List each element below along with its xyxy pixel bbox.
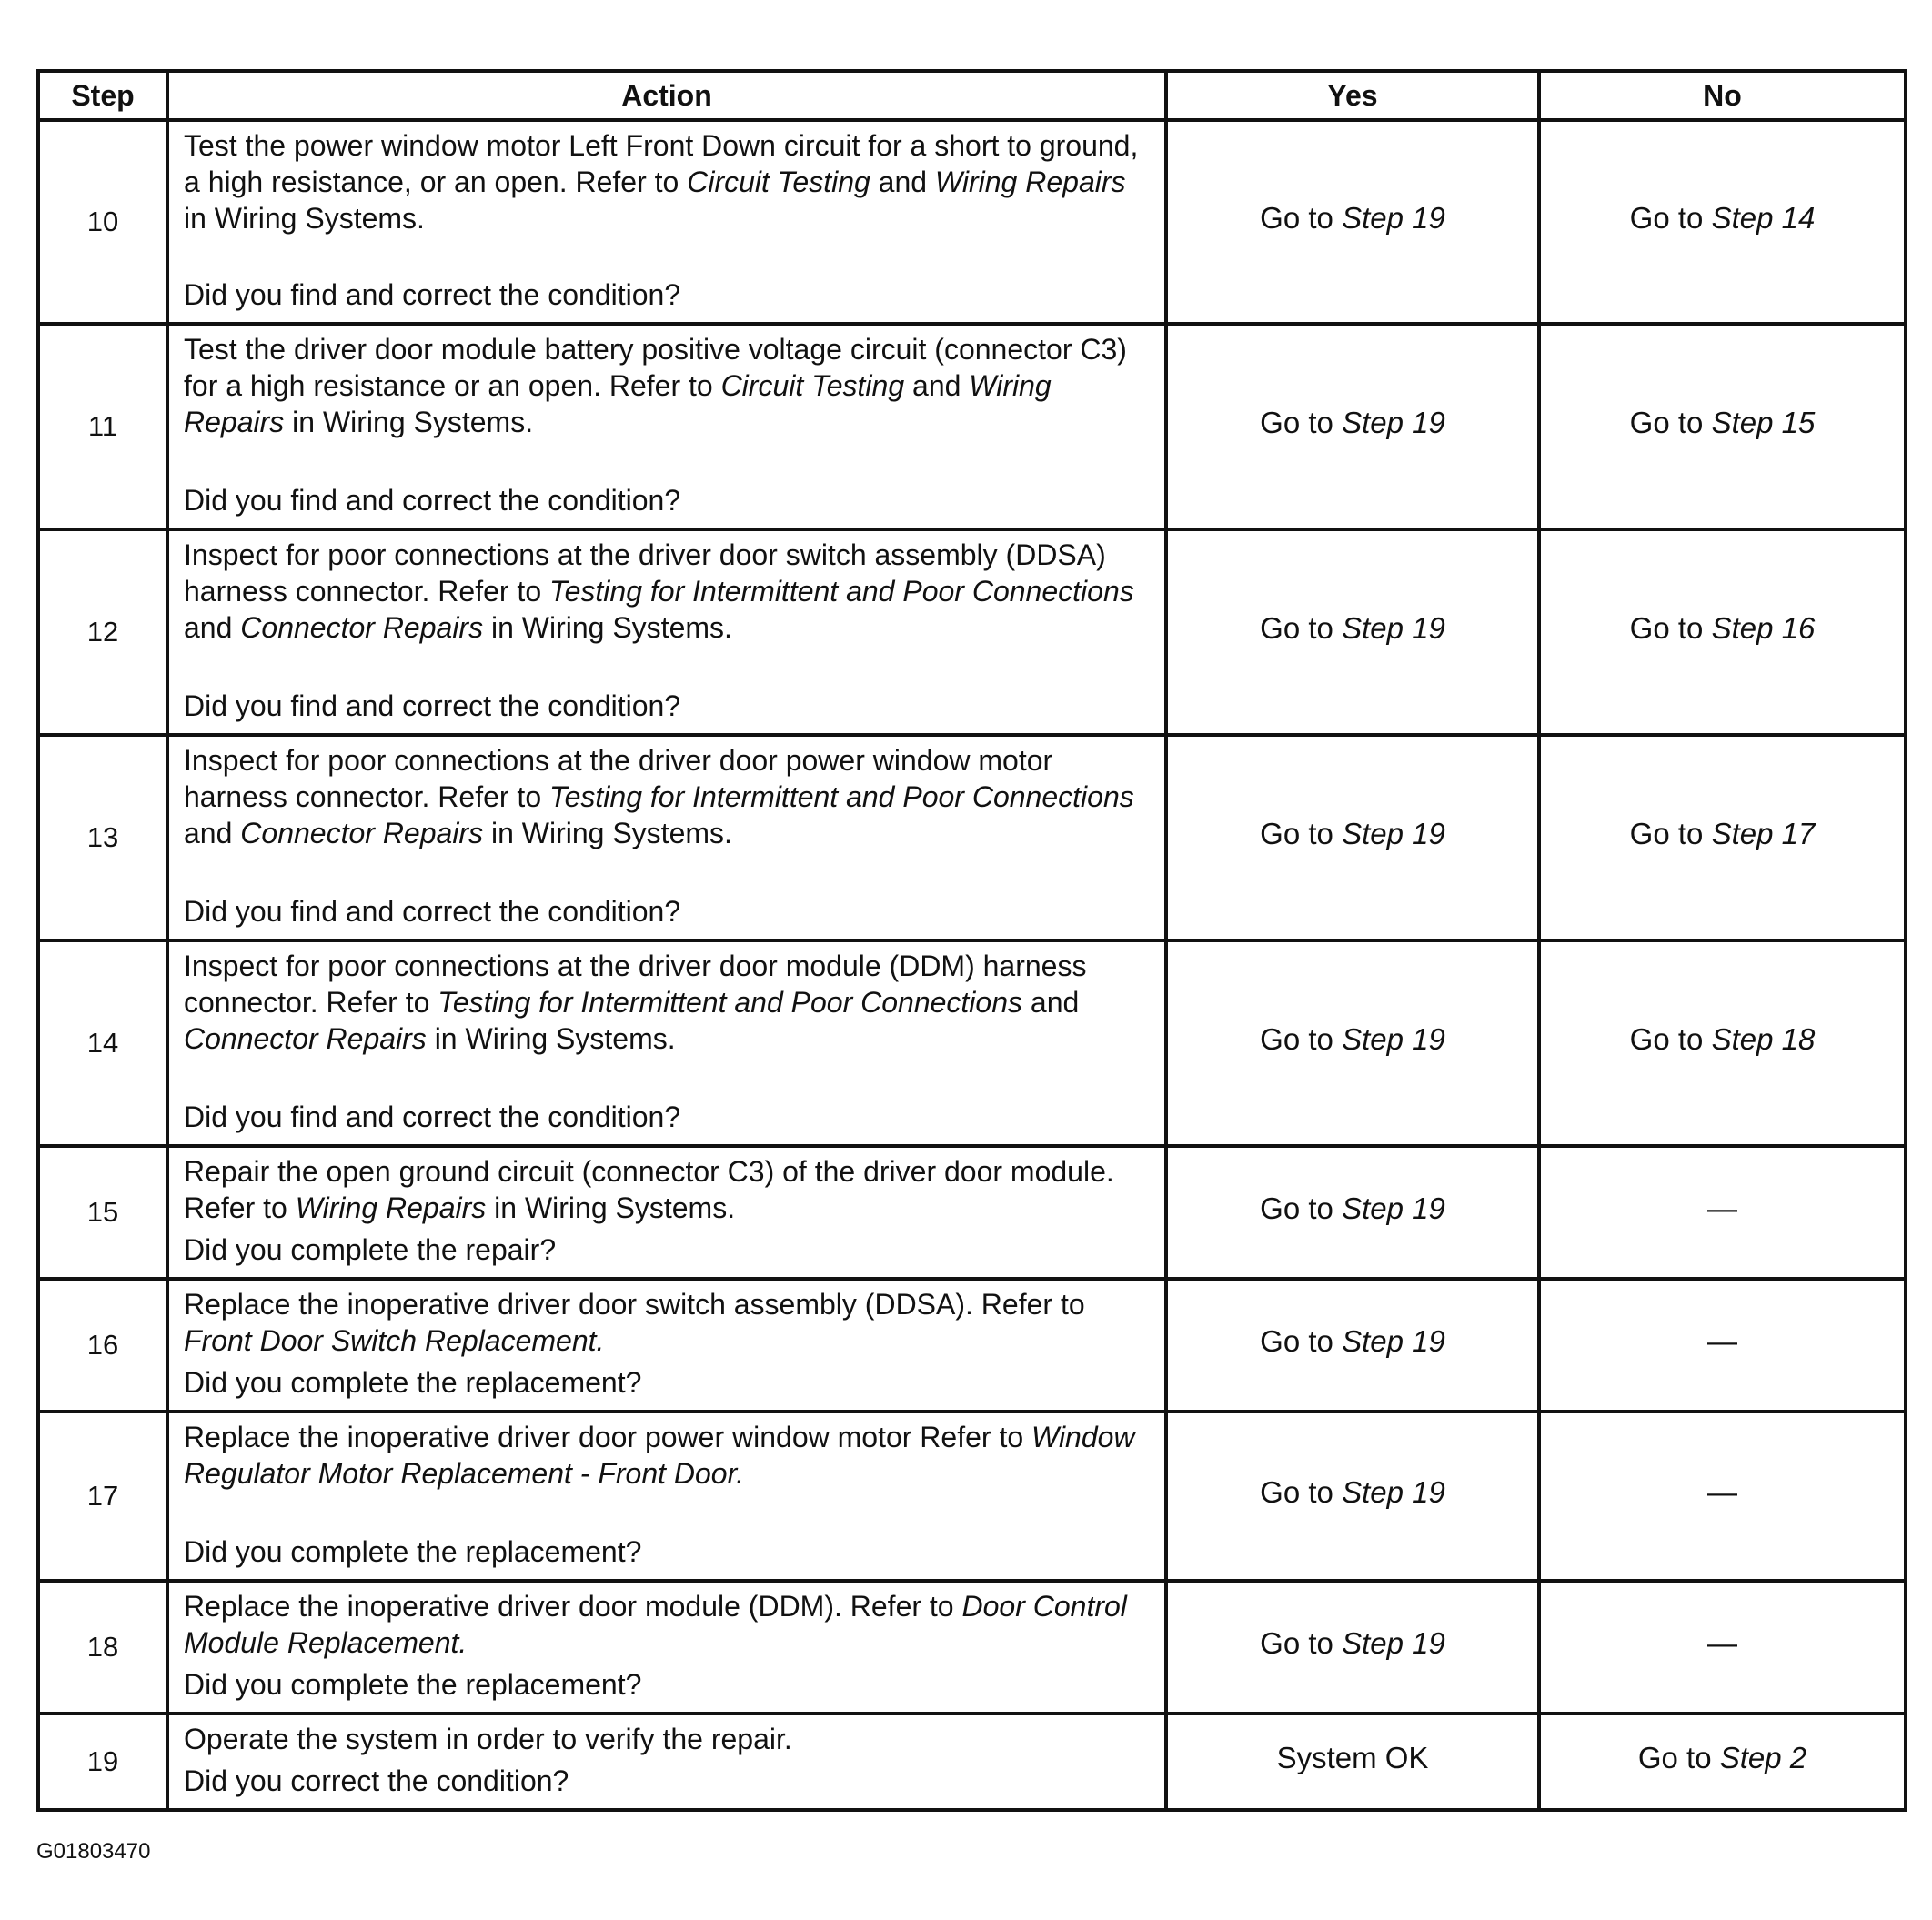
yes-result-run: Go to xyxy=(1260,1022,1343,1056)
no-result-run: Step 15 xyxy=(1711,406,1816,439)
no-result-run: Go to xyxy=(1629,611,1712,645)
action-text-run: Replace the inoperative driver door module (DDM). Refer to xyxy=(184,1590,962,1623)
action-text-run: Wiring Repairs xyxy=(295,1191,487,1224)
action-question: Did you complete the replacement? xyxy=(184,1366,642,1399)
yes-result-run: Go to xyxy=(1260,201,1343,235)
action-question: Did you correct the condition? xyxy=(184,1764,569,1797)
yes-result-run: Go to xyxy=(1260,1191,1343,1225)
table-row xyxy=(38,1714,1906,1810)
no-result-run: — xyxy=(1707,1626,1737,1660)
action-text-run: in Wiring Systems. xyxy=(486,1191,736,1224)
action-question: Did you find and correct the condition? xyxy=(184,895,681,928)
yes-result-run: Go to xyxy=(1260,1324,1343,1358)
header-no: No xyxy=(1539,71,1906,120)
yes-result xyxy=(1166,120,1539,324)
yes-result-run: Go to xyxy=(1260,1475,1343,1509)
table-row xyxy=(38,940,1906,1146)
no-result xyxy=(1539,1146,1906,1279)
yes-result xyxy=(1166,1714,1539,1810)
action-text-run: Replace the inoperative driver door switch assembly (DDSA). Refer to xyxy=(184,1288,1085,1321)
no-result-run: Go to xyxy=(1629,406,1712,439)
header-action: Action xyxy=(167,71,1166,120)
table-row xyxy=(38,1146,1906,1279)
step-number: 17 xyxy=(38,1412,167,1581)
action-text-run: Connector Repairs xyxy=(240,611,484,644)
yes-result xyxy=(1166,1412,1539,1581)
no-result xyxy=(1539,1714,1906,1810)
action-text-run: Replace the inoperative driver door power window motor Refer to xyxy=(184,1421,1032,1453)
action-text-run: Connector Repairs xyxy=(240,817,484,849)
yes-result-run: Go to xyxy=(1260,406,1343,439)
action-text xyxy=(184,1419,1152,1492)
action-text xyxy=(184,1286,1152,1359)
action-text-run: Connector Repairs xyxy=(184,1022,427,1055)
action-text-run: Front Door Switch Replacement. xyxy=(184,1324,605,1357)
action-text-run: in Wiring Systems. xyxy=(483,817,732,849)
no-result xyxy=(1539,1279,1906,1412)
yes-result xyxy=(1166,529,1539,735)
yes-result-run: Step 19 xyxy=(1342,817,1445,850)
action-text-run: Wiring Repairs xyxy=(934,166,1126,198)
diagnostic-table xyxy=(36,69,1907,1812)
header-step: Step xyxy=(38,71,167,120)
step-number: 16 xyxy=(38,1279,167,1412)
action-cell xyxy=(167,735,1166,940)
yes-result xyxy=(1166,1146,1539,1279)
action-text-run: Wiring Repairs xyxy=(184,369,1052,438)
table-row xyxy=(38,529,1906,735)
table-row xyxy=(38,1279,1906,1412)
action-text-run: Test the driver door module battery positive voltage circuit (connector C3) for a high resistance or an open. Refer to xyxy=(184,333,1127,402)
action-text-run: Window Regulator Motor Replacement - Front Door. xyxy=(184,1421,1135,1490)
step-number: 18 xyxy=(38,1581,167,1714)
no-result xyxy=(1539,120,1906,324)
no-result xyxy=(1539,324,1906,529)
action-text xyxy=(184,1721,1152,1757)
yes-result-run: Step 19 xyxy=(1342,1022,1445,1056)
action-text xyxy=(184,1153,1152,1226)
action-text-run: and xyxy=(184,817,241,849)
no-result xyxy=(1539,1412,1906,1581)
yes-result xyxy=(1166,1279,1539,1412)
action-question: Did you complete the replacement? xyxy=(184,1535,642,1568)
action-text-run: in Wiring Systems. xyxy=(184,202,425,235)
action-cell xyxy=(167,1412,1166,1581)
action-text-run: Repair the open ground circuit (connector C3) of the driver door module. Refer to xyxy=(184,1155,1114,1224)
action-cell xyxy=(167,1146,1166,1279)
yes-result xyxy=(1166,940,1539,1146)
step-number: 12 xyxy=(38,529,167,735)
action-question: Did you complete the repair? xyxy=(184,1233,557,1266)
action-text-run: Circuit Testing xyxy=(687,166,870,198)
table-row xyxy=(38,1412,1906,1581)
action-text-run: Inspect for poor connections at the driver door module (DDM) harness connector. Refer to xyxy=(184,950,1087,1019)
no-result xyxy=(1539,529,1906,735)
action-text-run: Test the power window motor Left Front Down circuit for a short to ground, a high resistance, or an open. Refer to xyxy=(184,129,1139,198)
action-cell xyxy=(167,324,1166,529)
step-number: 11 xyxy=(38,324,167,529)
step-number: 13 xyxy=(38,735,167,940)
action-text xyxy=(184,948,1152,1057)
no-result-run: Step 18 xyxy=(1711,1022,1816,1056)
yes-result-run: Step 19 xyxy=(1342,1626,1445,1660)
step-number: 14 xyxy=(38,940,167,1146)
action-text xyxy=(184,1588,1152,1661)
action-question: Did you complete the replacement? xyxy=(184,1668,642,1701)
yes-result-run: System OK xyxy=(1276,1741,1429,1774)
no-result xyxy=(1539,1581,1906,1714)
action-cell xyxy=(167,529,1166,735)
action-text xyxy=(184,127,1152,236)
header-yes: Yes xyxy=(1166,71,1539,120)
action-question: Did you find and correct the condition? xyxy=(184,689,681,722)
action-text-run: in Wiring Systems. xyxy=(426,1022,676,1055)
no-result-run: Step 16 xyxy=(1711,611,1816,645)
action-text-run: and xyxy=(904,369,970,402)
yes-result-run: Go to xyxy=(1260,817,1343,850)
action-text-run: Inspect for poor connections at the driver door power window motor harness connector. Refer to xyxy=(184,744,1053,813)
no-result-run: Step 2 xyxy=(1719,1741,1807,1774)
action-text-run: Inspect for poor connections at the driver door switch assembly (DDSA) harness connector. Refer to xyxy=(184,538,1106,608)
yes-result xyxy=(1166,735,1539,940)
action-cell xyxy=(167,1714,1166,1810)
table-row xyxy=(38,324,1906,529)
action-text-run: Circuit Testing xyxy=(720,369,905,402)
yes-result-run: Step 19 xyxy=(1342,1475,1445,1509)
action-text-run: in Wiring Systems. xyxy=(284,406,534,438)
action-text-run: and xyxy=(184,611,241,644)
table-row xyxy=(38,120,1906,324)
no-result-run: Go to xyxy=(1629,817,1712,850)
action-question: Did you find and correct the condition? xyxy=(184,1101,681,1133)
no-result-run: — xyxy=(1707,1475,1737,1509)
no-result xyxy=(1539,735,1906,940)
no-result-run: Go to xyxy=(1629,201,1712,235)
action-text xyxy=(184,537,1152,646)
action-cell xyxy=(167,120,1166,324)
no-result-run: Step 17 xyxy=(1711,817,1816,850)
no-result-run: — xyxy=(1707,1191,1737,1225)
no-result-run: Go to xyxy=(1637,1741,1720,1774)
action-text-run: in Wiring Systems. xyxy=(483,611,732,644)
action-text-run: and xyxy=(870,166,935,198)
step-number: 15 xyxy=(38,1146,167,1279)
yes-result-run: Step 19 xyxy=(1342,1191,1445,1225)
yes-result-run: Step 19 xyxy=(1342,1324,1445,1358)
action-question: Did you find and correct the condition? xyxy=(184,484,681,517)
yes-result-run: Go to xyxy=(1260,1626,1343,1660)
action-cell xyxy=(167,940,1166,1146)
no-result xyxy=(1539,940,1906,1146)
table-row xyxy=(38,735,1906,940)
action-cell xyxy=(167,1581,1166,1714)
action-cell xyxy=(167,1279,1166,1412)
action-text-run: Testing for Intermittent and Poor Connections xyxy=(549,780,1134,813)
yes-result-run: Step 19 xyxy=(1342,611,1445,645)
yes-result-run: Go to xyxy=(1260,611,1343,645)
table-header-row xyxy=(38,71,1906,120)
yes-result xyxy=(1166,324,1539,529)
action-question: Did you find and correct the condition? xyxy=(184,278,681,311)
no-result-run: — xyxy=(1707,1324,1737,1358)
action-text-run: and xyxy=(1022,986,1080,1019)
action-text-run: Operate the system in order to verify the repair. xyxy=(184,1723,792,1755)
table-row xyxy=(38,1581,1906,1714)
action-text xyxy=(184,331,1152,440)
no-result-run: Step 14 xyxy=(1711,201,1816,235)
yes-result xyxy=(1166,1581,1539,1714)
yes-result-run: Step 19 xyxy=(1342,201,1445,235)
action-text-run: Testing for Intermittent and Poor Connections xyxy=(549,575,1134,608)
yes-result-run: Step 19 xyxy=(1342,406,1445,439)
action-text-run: Testing for Intermittent and Poor Connections xyxy=(438,986,1022,1019)
action-text-run: Door Control Module Replacement. xyxy=(184,1590,1127,1659)
step-number: 10 xyxy=(38,120,167,324)
figure-id: G01803470 xyxy=(36,1839,151,1864)
step-number: 19 xyxy=(38,1714,167,1810)
action-text xyxy=(184,742,1152,851)
no-result-run: Go to xyxy=(1629,1022,1712,1056)
